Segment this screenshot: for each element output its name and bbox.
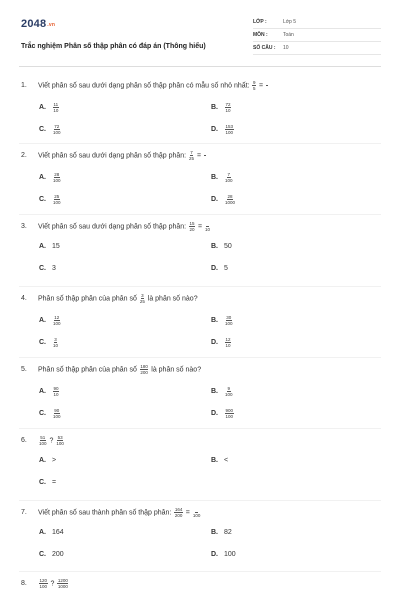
fraction-denominator: 100 bbox=[39, 584, 48, 589]
text-segment: = bbox=[196, 223, 205, 231]
question-divider bbox=[19, 428, 381, 429]
worksheet-title: Trắc nghiệm Phân số thập phân có đáp án (Thông hiểu) bbox=[21, 43, 206, 50]
question-text bbox=[21, 507, 381, 518]
answer-option[interactable] bbox=[39, 315, 62, 326]
text-segment: < bbox=[224, 457, 229, 464]
fraction-numerator: 9 bbox=[227, 386, 231, 391]
option-letter: C. bbox=[39, 126, 46, 134]
answer-option[interactable] bbox=[39, 457, 56, 464]
question-number: 2. bbox=[21, 152, 27, 160]
question-divider bbox=[19, 143, 381, 144]
fraction bbox=[39, 435, 47, 446]
option-letter: B. bbox=[211, 457, 218, 464]
text-segment: 164 bbox=[52, 529, 64, 536]
answer-option[interactable] bbox=[211, 265, 228, 272]
option-letter: C. bbox=[39, 196, 46, 204]
fraction-numerator: 28 bbox=[227, 194, 233, 199]
answer-option[interactable] bbox=[39, 102, 60, 113]
question-number: 5. bbox=[21, 366, 27, 374]
text-segment: = bbox=[257, 82, 265, 90]
fraction-numerator: 12 bbox=[54, 315, 60, 320]
question bbox=[21, 221, 381, 272]
option-letter: A. bbox=[39, 104, 46, 112]
option-letter: D. bbox=[211, 410, 218, 418]
text-segment: Viết phân số sau thành phân số thập phân: bbox=[38, 509, 174, 517]
text-segment: 5 bbox=[224, 265, 228, 272]
text-segment: > bbox=[52, 457, 57, 464]
answer-option[interactable] bbox=[39, 386, 60, 397]
fraction bbox=[189, 221, 195, 232]
site-logo[interactable] bbox=[21, 18, 55, 30]
answer-option[interactable] bbox=[211, 102, 232, 113]
option-letter: B. bbox=[211, 317, 218, 325]
fraction-denominator: 10 bbox=[53, 343, 59, 348]
option-letter: D. bbox=[211, 126, 218, 134]
text-segment: Phân số thập phân của phân số bbox=[38, 295, 139, 303]
question bbox=[21, 80, 381, 135]
text-segment: ? bbox=[47, 437, 56, 445]
meta-key: MÔN : bbox=[253, 32, 268, 38]
question-divider bbox=[19, 357, 381, 358]
fraction-numerator: 12 bbox=[225, 337, 231, 342]
fraction bbox=[53, 172, 61, 183]
question-divider bbox=[19, 214, 381, 215]
fraction-numerator: 180 bbox=[140, 364, 148, 369]
fraction-numerator: 9 bbox=[252, 80, 256, 85]
fraction-numerator: 53 bbox=[57, 435, 63, 440]
fraction-denominator: 20 bbox=[189, 227, 195, 232]
answer-option[interactable] bbox=[211, 172, 234, 183]
answer-option[interactable] bbox=[211, 551, 236, 558]
question bbox=[21, 293, 381, 348]
header-divider bbox=[19, 66, 381, 67]
answer-option[interactable] bbox=[39, 194, 62, 205]
answer-option[interactable] bbox=[211, 124, 235, 135]
meta-row-count bbox=[253, 42, 381, 55]
text-segment: Viết phân số sau dưới dạng phân số thập phân: bbox=[38, 223, 189, 231]
fraction-numerator: 72 bbox=[225, 102, 231, 107]
fraction bbox=[53, 386, 59, 397]
fraction-denominator bbox=[266, 86, 267, 91]
fraction-denominator: 100 bbox=[225, 130, 234, 135]
fraction bbox=[53, 194, 61, 205]
fraction-numerator: 164 bbox=[174, 507, 183, 512]
fraction-denominator: 100 bbox=[192, 513, 201, 518]
fraction-denominator bbox=[205, 156, 206, 161]
fraction bbox=[266, 80, 268, 91]
fraction bbox=[225, 408, 234, 419]
fraction bbox=[225, 102, 231, 113]
fraction-denominator: 100 bbox=[53, 178, 61, 183]
fraction bbox=[225, 315, 233, 326]
fraction bbox=[53, 102, 59, 113]
fraction bbox=[225, 386, 233, 397]
fraction-numerator: 3 bbox=[141, 293, 144, 298]
answer-option[interactable] bbox=[39, 529, 64, 536]
fraction bbox=[204, 150, 206, 161]
text-segment: 3 bbox=[52, 265, 56, 272]
fraction bbox=[193, 507, 201, 518]
question-text bbox=[21, 80, 381, 91]
option-letter: B. bbox=[211, 174, 218, 182]
fraction bbox=[189, 150, 194, 161]
fraction bbox=[53, 124, 61, 135]
text-segment: 82 bbox=[224, 529, 232, 536]
answer-option[interactable] bbox=[39, 551, 64, 558]
fraction-denominator: 5 bbox=[252, 86, 256, 91]
text-segment: 100 bbox=[224, 551, 236, 558]
fraction-denominator: 100 bbox=[53, 130, 61, 135]
fraction-denominator: 100 bbox=[53, 200, 61, 205]
answer-option[interactable] bbox=[39, 243, 60, 250]
answer-option[interactable] bbox=[39, 408, 62, 419]
fraction-denominator: 10 bbox=[225, 343, 231, 348]
question-number: 8. bbox=[21, 580, 27, 588]
option-letter: D. bbox=[211, 339, 218, 347]
answer-option[interactable] bbox=[211, 408, 235, 419]
meta-value: Lớp 5 bbox=[283, 19, 297, 25]
fraction-denominator: 10 bbox=[53, 392, 59, 397]
question-text bbox=[21, 435, 381, 446]
question-number: 3. bbox=[21, 223, 27, 231]
question bbox=[21, 364, 381, 419]
fraction-numerator: 120 bbox=[39, 578, 48, 583]
text-segment: 50 bbox=[224, 243, 232, 250]
question bbox=[21, 578, 381, 589]
question-text bbox=[21, 221, 381, 232]
question-text bbox=[21, 578, 381, 589]
fraction-denominator: 10 bbox=[225, 108, 231, 113]
text-segment: Viết phân số sau dưới dạng phân số thập phân: bbox=[38, 152, 189, 160]
fraction-denominator: 10 bbox=[205, 227, 211, 232]
answer-option[interactable] bbox=[211, 243, 232, 250]
fraction bbox=[225, 194, 235, 205]
fraction-denominator: 200 bbox=[174, 513, 183, 518]
fraction bbox=[140, 293, 145, 304]
fraction-numerator: 72 bbox=[54, 124, 60, 129]
text-segment: = bbox=[195, 152, 204, 160]
text-segment: Viết phân số sau dưới dạng phân số thập phân có mẫu số nhỏ nhất: bbox=[38, 82, 252, 90]
meta-key: SỐ CÂU : bbox=[253, 45, 276, 51]
fraction-numerator: 28 bbox=[54, 172, 60, 177]
fraction bbox=[53, 315, 61, 326]
fraction bbox=[53, 408, 61, 419]
text-segment: 15 bbox=[52, 243, 60, 250]
question-divider bbox=[19, 286, 381, 287]
option-letter: A. bbox=[39, 317, 46, 325]
answer-option[interactable] bbox=[211, 386, 234, 397]
fraction bbox=[225, 172, 233, 183]
option-letter: A. bbox=[39, 529, 46, 536]
text-segment: Phân số thập phân của phân số bbox=[38, 366, 139, 374]
fraction bbox=[57, 578, 68, 589]
logo-text: 2048 bbox=[21, 18, 47, 30]
option-letter: B. bbox=[211, 529, 218, 536]
meta-value: 10 bbox=[283, 45, 289, 51]
option-letter: A. bbox=[39, 457, 46, 464]
fraction bbox=[252, 80, 256, 91]
fraction-denominator: 100 bbox=[53, 414, 61, 419]
answer-option[interactable] bbox=[211, 457, 228, 464]
fraction bbox=[174, 507, 183, 518]
option-letter: B. bbox=[211, 388, 218, 396]
fraction bbox=[56, 435, 64, 446]
fraction bbox=[140, 364, 149, 375]
question-number: 6. bbox=[21, 437, 27, 445]
fraction-numerator: 7 bbox=[227, 172, 231, 177]
fraction bbox=[225, 337, 231, 348]
option-letter: C. bbox=[39, 410, 46, 418]
meta-key: LỚP : bbox=[253, 19, 267, 25]
question-number: 1. bbox=[21, 82, 27, 90]
text-segment: là phân số nào? bbox=[145, 295, 198, 303]
fraction-numerator: 15 bbox=[189, 221, 195, 226]
fraction-denominator: 200 bbox=[140, 370, 148, 375]
fraction-numerator: 153 bbox=[225, 124, 234, 129]
option-letter: C. bbox=[39, 339, 46, 347]
fraction bbox=[205, 221, 210, 232]
answer-option[interactable] bbox=[39, 265, 56, 272]
answer-option[interactable] bbox=[39, 172, 62, 183]
fraction-denominator: 1000 bbox=[57, 584, 68, 589]
fraction-denominator: 100 bbox=[225, 178, 233, 183]
question-divider bbox=[19, 500, 381, 501]
fraction-denominator: 10 bbox=[53, 108, 59, 113]
fraction-numerator: 3 bbox=[54, 337, 57, 342]
option-letter: D. bbox=[211, 265, 218, 272]
fraction-denominator: 100 bbox=[225, 392, 233, 397]
meta-table bbox=[253, 16, 381, 55]
answer-option[interactable] bbox=[211, 337, 232, 348]
text-segment: 200 bbox=[52, 551, 64, 558]
answer-option[interactable] bbox=[211, 529, 232, 536]
option-letter: A. bbox=[39, 243, 46, 250]
fraction-numerator: 11 bbox=[53, 102, 59, 107]
option-letter: A. bbox=[39, 388, 46, 396]
fraction bbox=[53, 337, 58, 348]
fraction-numerator: 7 bbox=[190, 150, 193, 155]
answer-option[interactable] bbox=[211, 194, 236, 205]
text-segment: ? bbox=[48, 580, 57, 588]
answer-option[interactable] bbox=[211, 315, 234, 326]
option-letter: D. bbox=[211, 551, 218, 558]
fraction-numerator: 30 bbox=[226, 315, 232, 320]
question-divider bbox=[19, 571, 381, 572]
answer-option[interactable] bbox=[39, 479, 56, 486]
meta-value: Toán bbox=[283, 32, 294, 38]
text-segment: = bbox=[183, 509, 192, 517]
meta-row-grade bbox=[253, 16, 381, 29]
question-number: 4. bbox=[21, 295, 27, 303]
meta-row-subject bbox=[253, 29, 381, 42]
fraction-numerator: 90 bbox=[53, 386, 59, 391]
option-letter: B. bbox=[211, 243, 218, 250]
fraction-denominator: 100 bbox=[225, 321, 233, 326]
fraction-numerator: 90 bbox=[54, 408, 60, 413]
fraction-denominator: 1000 bbox=[225, 200, 236, 205]
fraction-denominator: 100 bbox=[56, 441, 64, 446]
fraction bbox=[39, 578, 48, 589]
option-letter: D. bbox=[211, 196, 218, 204]
question bbox=[21, 507, 381, 558]
question-text bbox=[21, 293, 381, 304]
logo-suffix: .vn bbox=[47, 22, 56, 28]
fraction bbox=[225, 124, 234, 135]
question bbox=[21, 150, 381, 205]
fraction-denominator: 100 bbox=[53, 321, 61, 326]
text-segment: là phân số nào? bbox=[149, 366, 202, 374]
option-letter: C. bbox=[39, 479, 46, 486]
question-text bbox=[21, 364, 381, 375]
answer-option[interactable] bbox=[39, 124, 62, 135]
question-number: 7. bbox=[21, 509, 27, 517]
fraction-denominator: 100 bbox=[225, 414, 234, 419]
text-segment: = bbox=[52, 479, 57, 486]
option-letter: B. bbox=[211, 104, 218, 112]
answer-option[interactable] bbox=[39, 337, 59, 348]
fraction-numerator: 51 bbox=[40, 435, 46, 440]
option-letter: A. bbox=[39, 174, 46, 182]
option-letter: C. bbox=[39, 551, 46, 558]
fraction-numerator: 1200 bbox=[57, 578, 68, 583]
question bbox=[21, 435, 381, 486]
worksheet-header bbox=[19, 14, 381, 64]
fraction-numerator: 900 bbox=[225, 408, 234, 413]
fraction-numerator: 25 bbox=[54, 194, 60, 199]
option-letter: C. bbox=[39, 265, 46, 272]
question-text bbox=[21, 150, 381, 161]
fraction-denominator: 25 bbox=[189, 156, 195, 161]
fraction-denominator: 25 bbox=[139, 299, 145, 304]
fraction-denominator: 100 bbox=[39, 441, 47, 446]
